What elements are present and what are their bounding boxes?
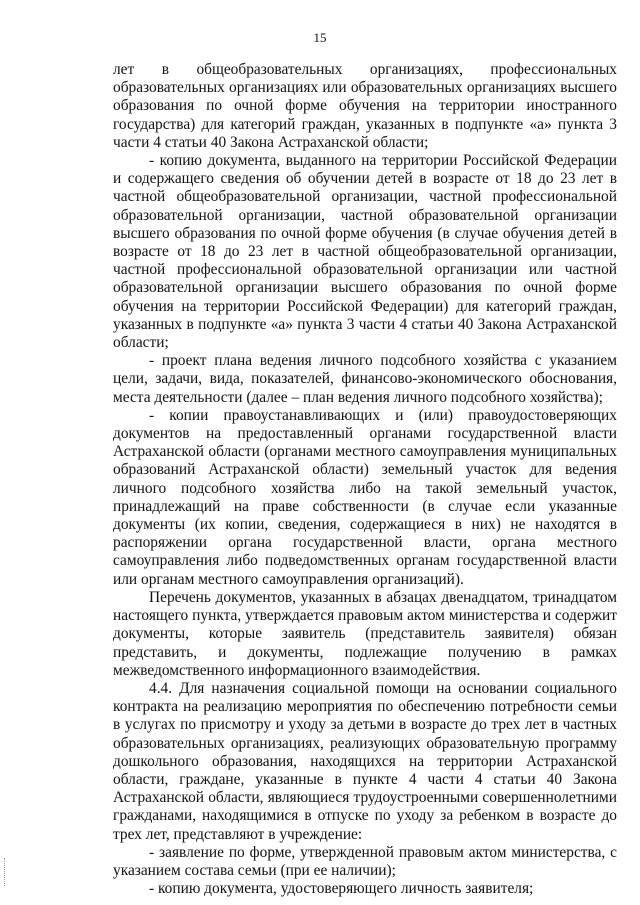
paragraph-land-documents: - копии правоустанавливающих и (или) правоудостоверяющих документов на предоставленный органами государственной власти Астраханской области (органами местного самоуправления муниципальных образований Астраханской области) земельный участок для ведения личного подсобного хозяйства либо на такой земельный участок, принадлежащий на праве собственности (в случае если указанные документы (их копии, сведения, содержащиеся в них) не находятся в распоряжении органа государственной власти, органа местного самоуправления либо подведомственных органам государственной власти или органам местного самоуправления организаций). [113, 406, 617, 588]
scan-margin-mark [4, 858, 7, 886]
paragraph-identity-document: - копию документа, удостоверяющего личность заявителя; [149, 880, 534, 898]
document-body [113, 61, 617, 898]
page-number: 15 [313, 30, 327, 45]
paragraph-document-list: Перечень документов, указанных в абзацах двенадцатом, тринадцатом настоящего пункта, утверждается правовым актом министерства и содержит документы, которые заявитель (представитель заявителя) обязан представить, и документы, подлежащие получению в рамках межведомственного информационного взаимодействия. [113, 588, 617, 679]
paragraph-section-4-4: 4.4. Для назначения социальной помощи на основании социального контракта на реализацию мероприятия по обеспечению потребности семьи в услугах по присмотру и уходу за детьми в возрасте до трех лет в частных образовательных организациях, реализующих образовательную программу дошкольного образования, находящихся на территории Астраханской области, граждане, указанные в пункте 4 части 4 статьи 40 Закона Астраханской области, являющиеся трудоустроенными совершеннолетними гражданами, находящимися в отпуске по уходу за ребенком в возрасте до трех лет, представляют в учреждение: [113, 679, 617, 843]
paragraph-continuation: лет в общеобразовательных организациях, профессиональных образовательных организациях или образовательных организациях высшего образования по очной форме обучения на территории иностранного государства) для категорий граждан, указанных в подпункте «а» пункта 3 части 4 статьи 40 Закона Астраханской области; [113, 61, 617, 151]
paragraph-household-plan: - проект плана ведения личного подсобного хозяйства с указанием цели, задачи, вида, показателей, финансово-экономического обоснования, места деятельности (далее – план ведения личного подсобного хозяйства); [113, 352, 617, 406]
paragraph-document-copy-education: - копию документа, выданного на территории Российской Федерации и содержащего сведения об обучении детей в возрасте от 18 до 23 лет в частной общеобразовательной организации, частной профессиональной образовательной организации, частной образовательной организации высшего образования по очной форме обучения (в случае обучения детей в возрасте от 18 до 23 лет в частной общеобразовательной организации, частной профессиональной образовательной организации или частной образовательной организации высшего образования по очной форме обучения на территории Российской Федерации) для категорий граждан, указанных в подпункте «а» пункта 3 части 4 статьи 40 Закона Астраханской области; [113, 152, 617, 352]
paragraph-application-form: - заявление по форме, утвержденной правовым актом министерства, с указанием состава семьи (при ее наличии); [113, 843, 617, 879]
